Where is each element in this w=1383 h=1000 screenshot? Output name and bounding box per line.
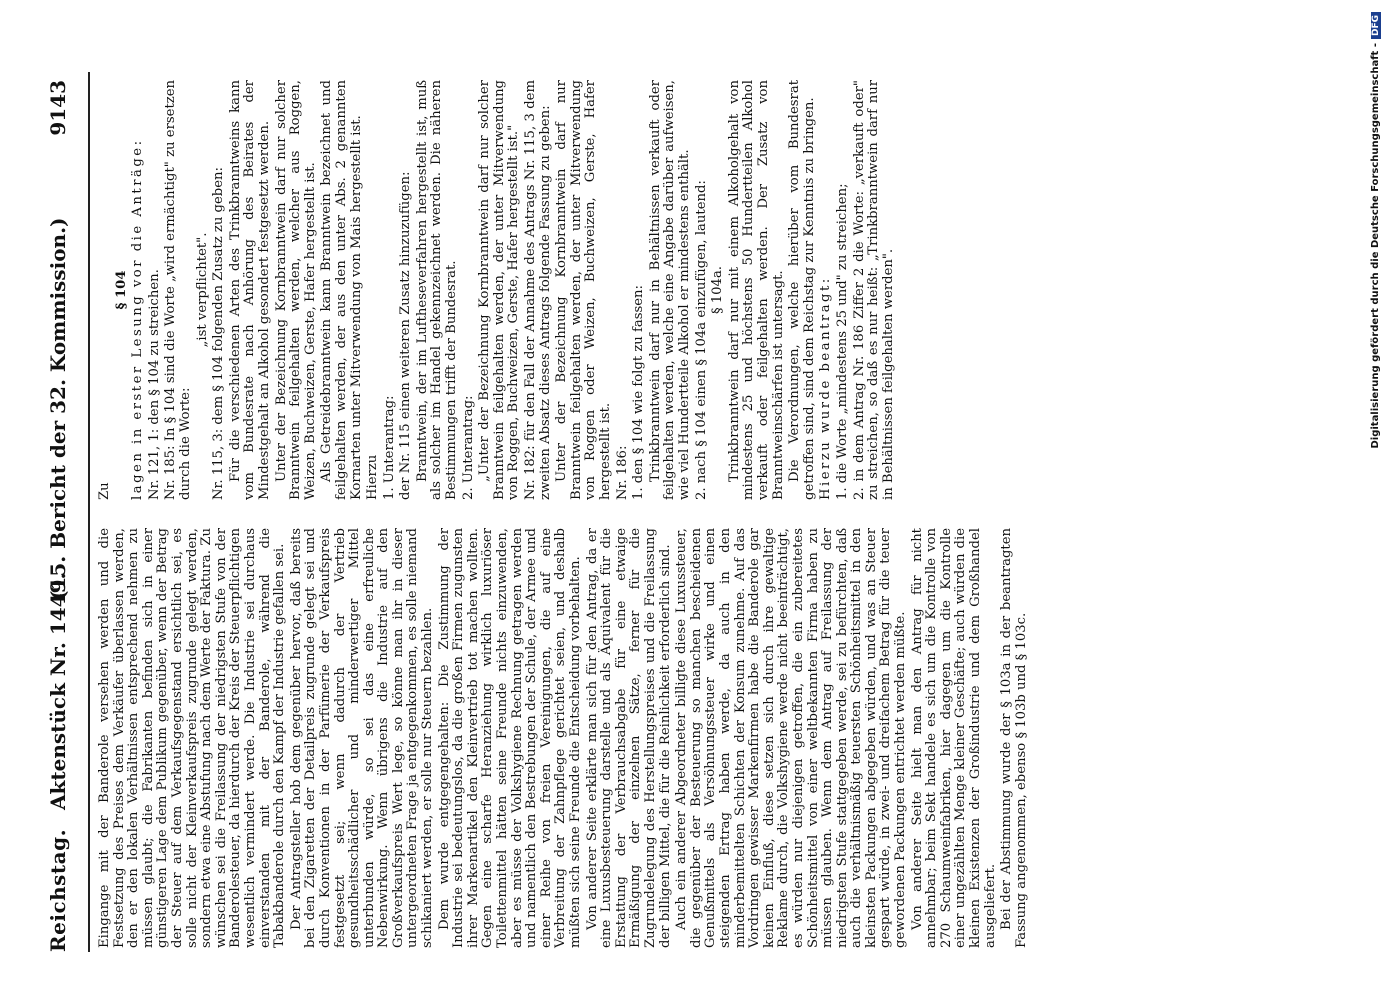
header-title: (15. Bericht der 32. Kommission.) <box>46 217 70 600</box>
right-item: 1. den § 104 wie folgt zu fassen: <box>631 285 647 500</box>
right-item: Unter der Bezeichnung Kornbranntwein darf nur Branntwein feilgehalten werden, der unter Mitverwendung von Roggen oder Weizen, Buchweizen, Gerste, Hafer hergestellt ist. <box>554 80 613 500</box>
digitization-credit <box>1370 12 1383 982</box>
right-item: Trinkbranntwein darf nur in Behältnissen verkauft oder feilgehalten werden, welche eine Angabe darüber aufweisen, wie viel Hundertteile Alkohol er mindestens enthält. <box>647 80 692 500</box>
right-item: 1. Unterantrag: <box>381 395 397 500</box>
right-item: „ist verpflichtet". <box>194 232 210 348</box>
left-paragraph: Von anderer Seite erklärte man sich für den Antrag, da er eine Luxusbesteuerung darstelle und als Äquivalent für die Erstattung der Verbrauchsabgabe für eine etwaige Ermäßigung der einzelnen Sätze, ferner für die Zugrundelegung des Herstellungspreises und die Freilassung der billigen Mittel, die für die Reinlichkeit erforderlich sind. <box>584 528 673 948</box>
right-item: Nr. 185: In § 104 sind die Worte „wird ermächtigt" zu ersetzen durch die Worte: <box>163 80 193 500</box>
right-item: § 104a. <box>710 266 726 315</box>
page-header <box>8 70 88 960</box>
dfg-logo: DFG <box>1371 12 1381 39</box>
header-page-number: 9143 <box>46 80 70 136</box>
right-zu: Zu <box>97 482 112 500</box>
header-doc-number: Aktenstück Nr. 1449. <box>46 572 70 810</box>
right-intro: lagen in erster Lesung vor die Anträge: <box>130 138 146 500</box>
header-reichstag: Reichstag. <box>46 828 70 952</box>
right-item: 2. nach § 104 einen § 104a einzufügen, lautend: <box>693 180 709 500</box>
right-item: Als Getreidebranntwein kann Branntwein bezeichnet und feilgehalten werden, der aus den unter Abs. 2 genannten Kornarten unter Mitverwendung von Mais hergestellt ist. <box>319 80 364 500</box>
credit-text: Digitalisierung gefördert durch die Deutsche Forschungsgemeinschaft - <box>1370 43 1381 449</box>
right-item: 2. Unterantrag: <box>460 395 476 500</box>
right-item: der Nr. 115 einen weiteren Zusatz hinzuzufügen: <box>398 171 414 500</box>
right-item: „Unter der Bezeichnung Kornbranntwein darf nur solcher Branntwein feilgehalten werden, der unter Mitverwendung von Roggen, Buchweizen, Gerste, Hafer hergestellt ist." <box>477 80 522 500</box>
right-item: Nr. 182: für den Fall der Annahme des Antrags Nr. 115, 3 dem zweiten Absatz dieses Antrags folgende Fassung zu geben: <box>523 80 553 500</box>
right-item: Hierzu wurde beantragt: <box>818 276 834 500</box>
right-item: 1. die Worte „mindestens 25 und" zu streichen; <box>834 183 850 500</box>
right-item: Hierzu <box>365 454 381 500</box>
left-column <box>98 528 1031 948</box>
left-paragraph: Von anderer Seite hielt man den Antrag für nicht annehmbar; beim Sekt handele es sich um die Kontrolle von 270 Schaumweinfabriken, hier dagegen um die Kontrolle einer ungezählten Menge kleiner Geschäfte; auch würden die kleinen Existenzen der Großindustrie und dem Großhandel ausgeliefert. <box>909 528 998 948</box>
right-item: Die Verordnungen, welche hierüber vom Bundesrat getroffen sind, sind dem Reichstag zur Kenntnis zu bringen. <box>787 80 817 500</box>
right-item: Nr. 186: <box>614 445 630 500</box>
header-rule <box>88 72 90 952</box>
right-item: Nr. 121, 1: den § 104 zu streichen. <box>146 269 162 500</box>
right-item: 2. in dem Antrag Nr. 186 Ziffer 2 die Worte: „verkauft oder" zu streichen, so daß es nur heißt: „Trinkbranntwein darf nur in Behältnissen feilgehalten werden". <box>851 80 896 500</box>
left-paragraph: Dem wurde entgegengehalten: Die Zustimmung der Industrie sei bedeutungslos, da die großen Firmen zugunsten ihrer Markenartikel den Kleinvertrieb tot machen wollten. Gegen eine scharfe Heranziehung wirklich luxuriöser Toilettenmittel hätten seine Freunde nichts einzuwenden, aber es müsse der Volkshygiene Rechnung getragen werden und namentlich den Bestrebungen der Schule, der Armee und einer Reihe von freien Vereinigungen, die auf eine Verbreitung der Zahnpflege gerichtet seien, und deshalb müßten sich seine Freunde die Entscheidung vorbehalten. <box>436 528 583 948</box>
left-paragraph: Eingange mit der Banderole versehen werden und die Festsetzung des Preises dem Verkäufer überlassen werden, den er den lokalen Verhältnissen entsprechend nehmen zu müssen glaubt; die Fabrikanten befinden sich in einer günstigeren Lage dem Publikum gegenüber, wenn der Betrag der Steuer auf dem Verkaufsgegenstand ersichtlich sei, es solle nicht der Kleinverkaufspreis zugrunde gelegt werden, sondern etwa eine Abstufung nach dem Werte der Faktura. Zu wünschen sei die Freilassung der niedrigsten Stufe von der Banderolesteuer, da hierdurch der Kreis der Steuerpflichtigen wesentlich vermindert werde. Die Industrie sei durchaus einverstanden mit der Banderole, während die Tabakbanderole durch den Kampf der Industrie gefallen sei. <box>97 528 288 948</box>
right-column <box>98 80 898 500</box>
left-paragraph: Bei der Abstimmung wurde der § 103a in der beantragten Fassung angenommen, ebenso § 103b und § 103c. <box>999 528 1029 948</box>
section-heading: § 104 <box>113 270 129 310</box>
right-item: Trinkbranntwein darf nur mit einem Alkoholgehalt von mindestens 25 und höchstens 50 Hundertteilen Alkohol verkauft oder feilgehalten werden. Der Zusatz von Branntweinschärfen ist untersagt. <box>726 80 786 500</box>
right-item: Branntwein, der im Luftheseverfahren hergestellt ist, muß als solcher im Handel gekennzeichnet werden. Die näheren Bestimmungen trifft der Bundesrat. <box>414 80 460 500</box>
right-item: Für die verschiedenen Arten des Trinkbranntweins kann vom Bundesrate nach Anhörung des Beirates der Mindestgehalt an Alkohol gesondert festgesetzt werden. <box>227 80 272 500</box>
left-paragraph: Der Antragsteller hob dem gegenüber hervor, daß bereits bei den Zigaretten der Detailpreis zugrunde gelegt sei und durch Konventionen in der Parfümerie der Verkaufspreis festgesetzt sei; wenn dadurch der Vertrieb gesundheitsschädlicher und minderwertiger Mittel unterbunden würde, so sei das eine erfreuliche Nebenwirkung. Wenn übrigens die Industrie auf den Großverkaufspreis Wert lege, so könne man ihr in dieser untergeordneten Frage ja entgegenkommen, es solle niemand schikaniert werden, er solle nur Steuern bezahlen. <box>288 528 436 948</box>
right-item: Unter der Bezeichnung Kornbranntwein darf nur solcher Branntwein feilgehalten werden, welcher aus Roggen, Weizen, Buchweizen, Gerste, Hafer hergestellt ist. <box>273 80 318 500</box>
right-item: Nr. 115, 3: dem § 104 folgenden Zusatz zu geben: <box>211 167 227 500</box>
left-paragraph: Auch ein anderer Abgeordneter billigte diese Luxussteuer, die gegenüber der Besteuerung so manchen bescheidenen Genußmittels als Versöhnungssteuer wirke und einen steigenden Ertrag haben werde, da auch in den minderbemittelten Schichten der Konsum zunehme. Auf das Vordringen gewisser Markenfirmen habe die Banderole gar keinen Einfluß, diese setzen sich durch ihre gewaltige Reklame durch, die Volkshygiene werde nicht beeinträchtigt, es würden nur diejenigen getroffen, die ein zubereitetes Schönheitsmittel von einer weltbekannten Firma haben zu müssen glauben. Wenn dem Antrag auf Freilassung der niedrigsten Stufe stattgegeben werde, sei zu befürchten, daß auch die verhältnismäßig teuersten Schönheitsmittel in den kleinsten Packungen abgegeben würden, und was an Steuer gespart würde, in zwei- und dreifachem Betrag für die teuer gewordenen Packungen entrichtet werden müßte. <box>674 528 909 948</box>
